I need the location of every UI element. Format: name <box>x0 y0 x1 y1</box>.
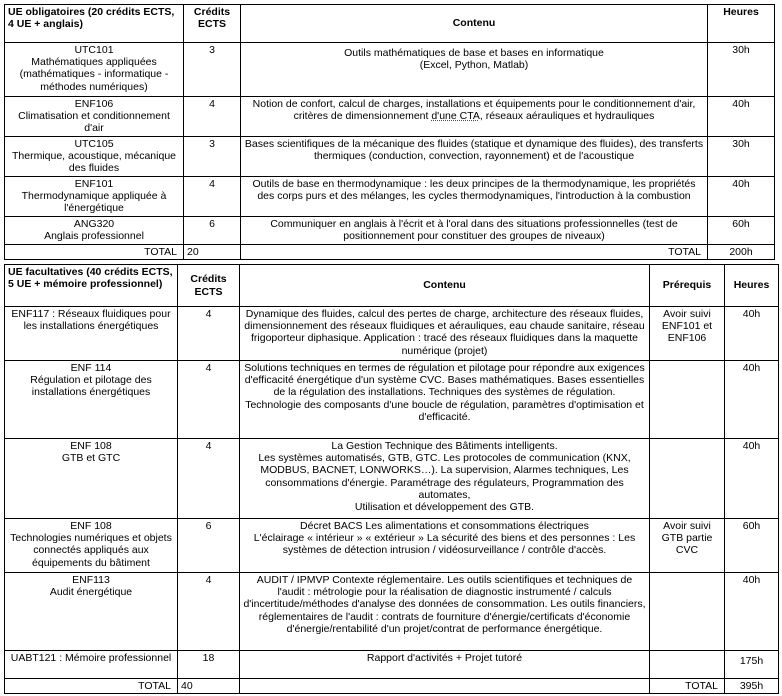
credits-cell: 4 <box>178 361 240 439</box>
table-row <box>5 519 779 573</box>
hours-cell: 30h <box>708 137 775 177</box>
prereq-cell <box>650 439 725 519</box>
content-cell: Outils mathématiques de base et bases en informatique (Excel, Python, Matlab) <box>241 43 708 97</box>
header-credits: Crédits ECTS <box>184 5 241 43</box>
ue-cell: ENF 114 Régulation et pilotage des installations énergétiques <box>5 361 178 439</box>
content-text: , réseaux aérauliques et hydrauliques <box>479 110 655 123</box>
credits-cell: 4 <box>178 439 240 519</box>
credits-cell: 4 <box>184 177 241 217</box>
content-cell: Outils de base en thermodynamique : les deux principes de la thermodynamique, les propriétés des corps purs et des mélanges, les cycles thermodynamiques, l'introduction à la combustion <box>241 177 708 217</box>
ue-cell: ANG320 Anglais professionnel <box>5 217 184 245</box>
hours-cell: 175h <box>725 651 779 679</box>
content-cell: Solutions techniques en termes de régulation et pilotage pour répondre aux exigences d'efficacité énergétique d'un système CVC. Bases mathématiques. Bases essentielles de la régulation des installations. Techniques des systèmes de régulation. Technologie des composants d'une boucle de régulation, paramètres d'optimisation et d'efficacité. <box>240 361 650 439</box>
header-hours: Heures <box>708 5 775 43</box>
hours-cell: 40h <box>708 177 775 217</box>
credits-cell: 4 <box>178 573 240 651</box>
credits-cell: 6 <box>178 519 240 573</box>
optional-header-row <box>5 265 779 307</box>
content-cell: Rapport d'activités + Projet tutoré <box>240 651 650 679</box>
ue-cell: ENF101 Thermodynamique appliquée à l'énergétique <box>5 177 184 217</box>
header-credits: Crédits ECTS <box>178 265 240 307</box>
content-cell: Bases scientifiques de la mécanique des fluides (statique et dynamique des fluides), des transferts thermiques (conduction, convection, rayonnement) et de l'acoustique <box>241 137 708 177</box>
header-content: Contenu <box>241 5 708 43</box>
content-cell: Décret BACS Les alimentations et consommations électriques L'éclairage « intérieur » « extérieur » La sécurité des biens et des personnes : Les systèmes de détection intrusion / vidéosurveillance / contrôle d'accès. <box>240 519 650 573</box>
hours-cell: 60h <box>725 519 779 573</box>
mandatory-header-row <box>5 5 775 43</box>
ue-cell: ENF106 Climatisation et conditionnement d'air <box>5 97 184 137</box>
content-text: Notion de confort, calcul de charges, installations et équipements pour le conditionnement d'air, critères de dimensionnement <box>252 98 696 123</box>
ue-cell: ENF117 : Réseaux fluidiques pour les installations énergétiques <box>5 307 178 361</box>
total-row <box>5 679 779 694</box>
hours-cell: 30h <box>708 43 775 97</box>
credits-cell: 6 <box>184 217 241 245</box>
table-row <box>5 177 775 217</box>
ue-cell: ENF 108 GTB et GTC <box>5 439 178 519</box>
table-row <box>5 307 779 361</box>
content-cell: AUDIT / IPMVP Contexte réglementaire. Les outils scientifiques et techniques de l'audit : métrologie pour la réalisation de diagnostic instrumenté / calculs d'incertitude/méthodes d'analyse des données de consommation. Les outils financiers, réglementaires de l'audit : contrats de fourniture d'énergie/certificats d'économie d'énergie/rentabilité d'un projet/contrat de performance énergétique. <box>240 573 650 651</box>
total-hours: 395h <box>725 679 779 694</box>
total-credits: 20 <box>184 245 241 260</box>
hours-cell: 40h <box>725 361 779 439</box>
total-spacer <box>240 679 650 694</box>
hours-cell: 40h <box>725 573 779 651</box>
ue-cell: ENF 108 Technologies numériques et objets connectés appliqués aux équipements du bâtiment <box>5 519 178 573</box>
hours-cell: 60h <box>708 217 775 245</box>
prereq-cell <box>650 651 725 679</box>
total-row <box>5 245 775 260</box>
ue-cell: UABT121 : Mémoire professionnel <box>5 651 178 679</box>
table-row <box>5 651 779 679</box>
ue-cell: UTC105 Thermique, acoustique, mécanique des fluides <box>5 137 184 177</box>
table-row <box>5 217 775 245</box>
content-cell <box>241 97 708 137</box>
content-cell: Dynamique des fluides, calcul des pertes de charge, architecture des réseaux fluides, dimensionnement des réseaux fluidiques et aérauliques, eau chaude sanitaire, réseau frigoporteur diphasique. Application : tracé des réseaux fluidiques dans la maquette numérique (projet) <box>240 307 650 361</box>
hours-cell: 40h <box>708 97 775 137</box>
table-row <box>5 137 775 177</box>
ue-cell: ENF113 Audit énergétique <box>5 573 178 651</box>
prereq-cell: Avoir suivi ENF101 et ENF106 <box>650 307 725 361</box>
mandatory-ue-table <box>4 4 775 260</box>
header-hours: Heures <box>725 265 779 307</box>
credits-cell: 3 <box>184 43 241 97</box>
total-credits: 40 <box>178 679 240 694</box>
prereq-cell: Avoir suivi GTB partie CVC <box>650 519 725 573</box>
total-label: TOTAL <box>5 245 184 260</box>
table-row <box>5 361 779 439</box>
table-row <box>5 97 775 137</box>
hours-cell: 40h <box>725 307 779 361</box>
table-row <box>5 43 775 97</box>
content-cell: Communiquer en anglais à l'écrit et à l'oral dans des situations professionnelles (test de positionnement pour constituer des groupes de niveaux) <box>241 217 708 245</box>
content-cell: La Gestion Technique des Bâtiments intelligents. Les systèmes automatisés, GTB, GTC. Les protocoles de communication (KNX, MODBUS, BACNET, LONWORKS…). La supervision, Alarmes techniques, Les consommations d'énergie. Paramétrage des régulateurs, Programmation des automates, Utilisation et développement des GTB. <box>240 439 650 519</box>
header-ue: UE obligatoires (20 crédits ECTS, 4 UE + anglais) <box>5 5 184 43</box>
table-row <box>5 573 779 651</box>
optional-ue-table <box>4 264 779 694</box>
total-hours: 200h <box>708 245 775 260</box>
credits-cell: 18 <box>178 651 240 679</box>
total-label-2: TOTAL <box>241 245 708 260</box>
ue-cell: UTC101 Mathématiques appliquées (mathématiques - informatique - méthodes numériques) <box>5 43 184 97</box>
table-row <box>5 439 779 519</box>
spellcheck-underlined-text: d'une CTA <box>431 110 480 123</box>
credits-cell: 4 <box>184 97 241 137</box>
header-ue: UE facultatives (40 crédits ECTS, 5 UE + mémoire professionnel) <box>5 265 178 307</box>
total-label: TOTAL <box>5 679 178 694</box>
header-prereq: Prérequis <box>650 265 725 307</box>
prereq-cell <box>650 361 725 439</box>
credits-cell: 4 <box>178 307 240 361</box>
prereq-cell <box>650 573 725 651</box>
total-label-2: TOTAL <box>650 679 725 694</box>
header-content: Contenu <box>240 265 650 307</box>
credits-cell: 3 <box>184 137 241 177</box>
hours-cell: 40h <box>725 439 779 519</box>
